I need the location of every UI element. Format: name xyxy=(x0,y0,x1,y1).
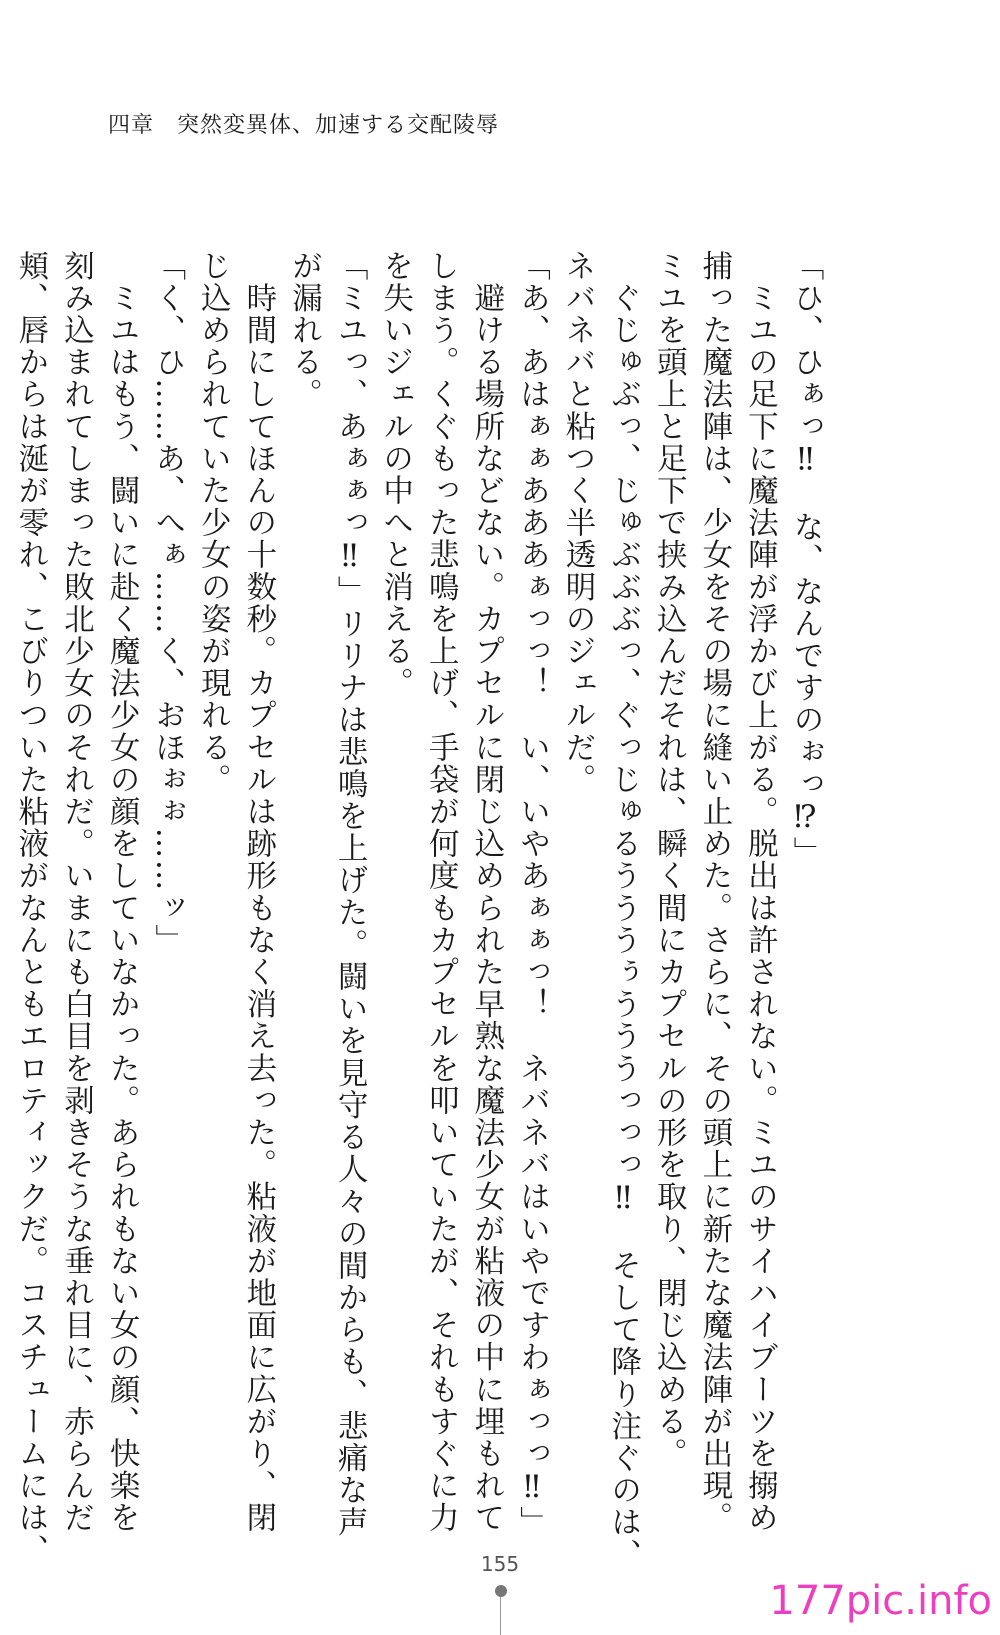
text-line: 頬、唇からは涎が零れ、こびりついた粘液がなんともエロティックだ。コスチュームには、 xyxy=(12,250,48,1567)
text-line: ミユの足下に魔法陣が浮かび上がる。脱出は許されない。ミユのサイハイブーツを搦め xyxy=(742,250,778,1534)
text-line: 刻み込まれてしまった敗北少女のそれだ。いまにも白目を剥きそうな垂れ目に、赤らんだ xyxy=(58,250,94,1534)
text-line: 捕った魔法陣は、少女をその場に縫い止めた。さらに、その頭上に新たな魔法陣が出現。 xyxy=(696,250,732,1534)
text-line: 「ひ、ひぁっ‼ な、なんですのぉっ⁉」 xyxy=(788,250,823,869)
text-line: ネバネバと粘つく半透明のジェルだ。 xyxy=(560,250,596,796)
page-number: 155 xyxy=(480,1552,520,1576)
text-line: 避ける場所などない。カプセルに閉じ込められた早熟な魔法少女が粘液の中に埋もれて xyxy=(468,250,504,1534)
watermark: 177pic.info xyxy=(769,1578,992,1624)
folio-dot xyxy=(495,1585,507,1597)
text-line: しまう。くぐもった悲鳴を上げ、手袋が何度もカプセルを叩いていたが、それもすぐに力 xyxy=(423,250,459,1534)
text-line: を失いジェルの中へと消える。 xyxy=(377,250,413,700)
text-line: 「ミユっ、あぁぁっ‼」リリナは悲鳴を上げた。闘いを見守る人々の間からも、悲痛な声 xyxy=(332,250,368,1539)
text-line: 「く、ひ……あ、へぁ……く、おほぉぉ……ッ」 xyxy=(149,250,185,957)
running-head: 四章 突然変異体、加速する交配陵辱 xyxy=(108,113,500,138)
text-line: ぐじゅぶっ、じゅぶぶぶっ、ぐっじゅるうううぅうううっっっ‼ そして降り注ぐのは、 xyxy=(605,250,641,1571)
text-line: ミユはもう、闘いに赴く魔法少女の顔をしていなかった。あられもない女の顔、快楽を xyxy=(104,250,140,1534)
text-line: が漏れる。 xyxy=(286,250,322,411)
text-line: ミユを頭上と足下で挟み込んだそれは、瞬く間にカプセルの形を取り、閉じ込める。 xyxy=(651,250,687,1470)
text-line: 時間にしてほんの十数秒。カプセルは跡形もなく消え去った。粘液が地面に広がり、閉 xyxy=(240,250,276,1534)
folio-line xyxy=(500,1597,501,1635)
text-line: 「あ、あはぁぁあああぁっっ！ い、いやあぁぁっ！ ネバネバはいやですわぁっっ‼」 xyxy=(514,250,550,1539)
text-line: じ込められていた少女の姿が現れる。 xyxy=(195,250,231,796)
